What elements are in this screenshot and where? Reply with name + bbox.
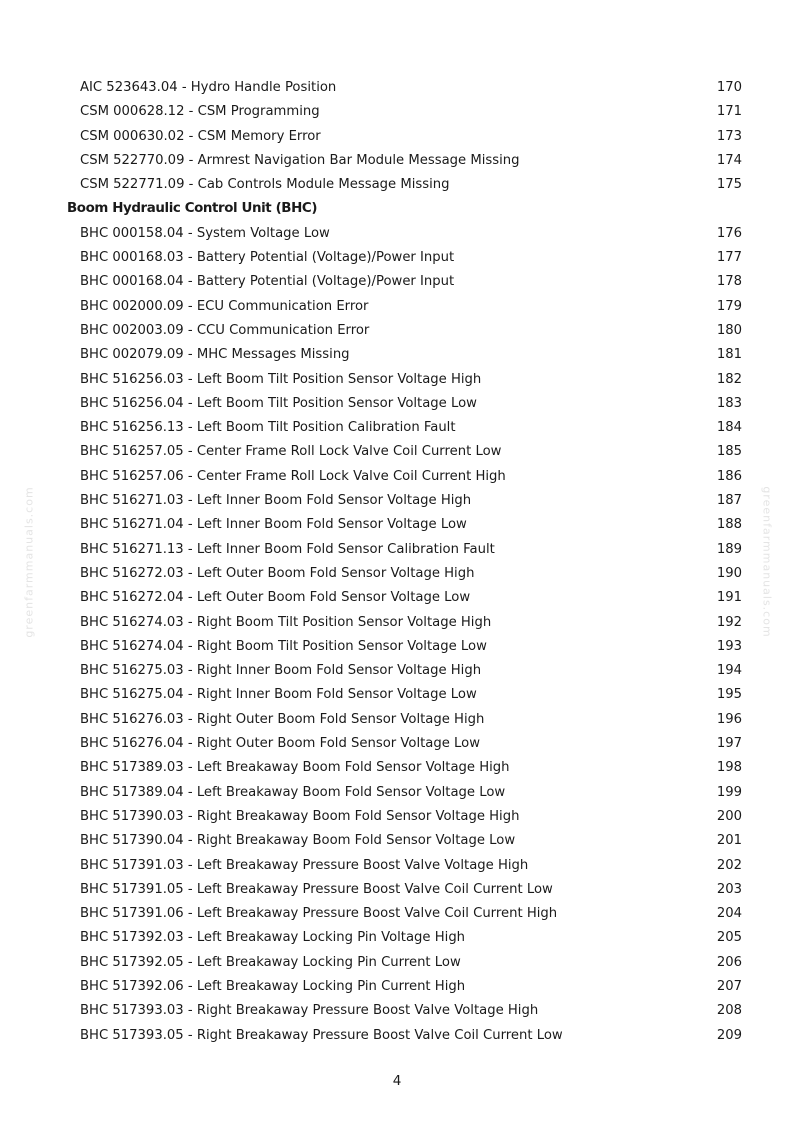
toc-entry-page: 204 <box>716 906 742 922</box>
toc-entry-title: BHC 516256.04 - Left Boom Tilt Position Sensor Voltage Low <box>80 395 477 411</box>
toc-entry[interactable] <box>0 635 794 659</box>
toc-entry-title: BHC 517389.03 - Left Breakaway Boom Fold Sensor Voltage High <box>80 760 510 776</box>
toc-entry-title: BHC 516275.04 - Right Inner Boom Fold Sensor Voltage Low <box>80 687 477 703</box>
toc-entry-page: 187 <box>716 493 742 509</box>
toc-entry-page: 181 <box>716 347 742 363</box>
toc-entry[interactable] <box>0 149 794 173</box>
toc-entry[interactable] <box>0 829 794 853</box>
toc-entry-page: 196 <box>716 711 742 727</box>
toc-entry-title: BHC 517391.05 - Left Breakaway Pressure Boost Valve Coil Current Low <box>80 881 553 897</box>
toc-entry[interactable] <box>0 368 794 392</box>
toc-entry[interactable] <box>0 246 794 270</box>
toc-entry-page: 208 <box>716 1003 742 1019</box>
toc-entry-title: BHC 516257.06 - Center Frame Roll Lock Valve Coil Current High <box>80 468 506 484</box>
toc-entry-page: 183 <box>716 395 742 411</box>
toc-entry[interactable] <box>0 465 794 489</box>
toc-entry-page: 179 <box>716 298 742 314</box>
toc-entry-page: 200 <box>716 808 742 824</box>
toc-entry-page: 175 <box>716 177 742 193</box>
toc-entry-page: 178 <box>716 274 742 290</box>
toc-entry-page: 177 <box>716 250 742 266</box>
toc-entry[interactable] <box>0 392 794 416</box>
toc-entry[interactable] <box>0 1024 794 1048</box>
toc-entry-title: BHC 516256.03 - Left Boom Tilt Position Sensor Voltage High <box>80 371 482 387</box>
toc-entry[interactable] <box>0 125 794 149</box>
toc-entry[interactable] <box>0 781 794 805</box>
toc-entry-title: CSM 522771.09 - Cab Controls Module Message Missing <box>80 177 450 193</box>
toc-entry-page: 185 <box>716 444 742 460</box>
watermark-right: greenfarmmanuals.com <box>760 486 774 638</box>
toc-entry-title: BHC 517391.06 - Left Breakaway Pressure Boost Valve Coil Current High <box>80 906 558 922</box>
toc-entry-title: BHC 516274.04 - Right Boom Tilt Position Sensor Voltage Low <box>80 638 487 654</box>
toc-entry[interactable] <box>0 756 794 780</box>
toc-entry-title: AIC 523643.04 - Hydro Handle Position <box>80 80 337 95</box>
toc-entry-title: CSM 522770.09 - Armrest Navigation Bar Module Message Missing <box>80 152 520 168</box>
toc-section-heading[interactable] <box>0 197 794 221</box>
toc-entry[interactable] <box>0 999 794 1023</box>
toc-entry-title: BHC 517391.03 - Left Breakaway Pressure Boost Valve Voltage High <box>80 857 529 873</box>
toc-entry[interactable] <box>0 854 794 878</box>
toc-entry-title: BHC 517393.05 - Right Breakaway Pressure Boost Valve Coil Current Low <box>80 1027 563 1043</box>
table-of-contents <box>0 76 794 1048</box>
toc-entry-title: BHC 000168.04 - Battery Potential (Voltage)/Power Input <box>80 274 455 290</box>
toc-entry[interactable] <box>0 586 794 610</box>
toc-entry[interactable] <box>0 76 794 100</box>
toc-entry-title: BHC 002079.09 - MHC Messages Missing <box>80 347 350 363</box>
toc-entry-title: CSM 000630.02 - CSM Memory Error <box>80 128 321 144</box>
toc-entry-title: BHC 517392.05 - Left Breakaway Locking Pin Current Low <box>80 954 461 970</box>
toc-entry[interactable] <box>0 173 794 197</box>
toc-entry-page: 202 <box>716 857 742 873</box>
toc-entry-title: CSM 000628.12 - CSM Programming <box>80 104 320 120</box>
toc-entry-page: 184 <box>716 420 742 436</box>
toc-entry-title: BHC 516271.04 - Left Inner Boom Fold Sensor Voltage Low <box>80 517 467 533</box>
toc-entry-title: BHC 517390.04 - Right Breakaway Boom Fold Sensor Voltage Low <box>80 833 516 849</box>
toc-entry-page: 209 <box>716 1027 742 1043</box>
toc-entry[interactable] <box>0 659 794 683</box>
toc-entry[interactable] <box>0 319 794 343</box>
toc-entry-title: BHC 516271.03 - Left Inner Boom Fold Sensor Voltage High <box>80 493 472 509</box>
toc-entry[interactable] <box>0 708 794 732</box>
toc-entry-page: 191 <box>716 590 742 606</box>
toc-entry-title: BHC 517389.04 - Left Breakaway Boom Fold Sensor Voltage Low <box>80 784 506 800</box>
toc-entry[interactable] <box>0 295 794 319</box>
page-number: 4 <box>392 1073 402 1089</box>
toc-entry[interactable] <box>0 732 794 756</box>
toc-entry[interactable] <box>0 562 794 586</box>
toc-entry-title: BHC 000168.03 - Battery Potential (Voltage)/Power Input <box>80 250 455 266</box>
toc-entry-page: 205 <box>716 930 742 946</box>
toc-entry-page: 174 <box>716 152 742 168</box>
toc-entry-title: BHC 516274.03 - Right Boom Tilt Position Sensor Voltage High <box>80 614 492 630</box>
toc-entry[interactable] <box>0 683 794 707</box>
toc-entry-title: BHC 516276.04 - Right Outer Boom Fold Sensor Voltage Low <box>80 736 481 752</box>
toc-entry-title: BHC 516272.04 - Left Outer Boom Fold Sensor Voltage Low <box>80 590 471 606</box>
toc-entry[interactable] <box>0 975 794 999</box>
toc-entry-title: BHC 516276.03 - Right Outer Boom Fold Sensor Voltage High <box>80 711 485 727</box>
toc-entry-page: 182 <box>716 371 742 387</box>
toc-entry-page: 173 <box>716 128 742 144</box>
toc-entry-page: 197 <box>716 736 742 752</box>
toc-entry-title: BHC 000158.04 - System Voltage Low <box>80 225 330 241</box>
toc-entry-title: BHC 516256.13 - Left Boom Tilt Position Calibration Fault <box>80 420 456 436</box>
section-title: Boom Hydraulic Control Unit (BHC) <box>67 201 318 217</box>
toc-entry-title: BHC 002000.09 - ECU Communication Error <box>80 298 369 314</box>
toc-entry[interactable] <box>0 416 794 440</box>
toc-entry-page: 206 <box>716 954 742 970</box>
toc-entry[interactable] <box>0 343 794 367</box>
toc-entry-page: 190 <box>716 565 742 581</box>
toc-entry-page: 180 <box>716 322 742 338</box>
toc-entry-page: 193 <box>716 638 742 654</box>
toc-entry-title: BHC 516271.13 - Left Inner Boom Fold Sensor Calibration Fault <box>80 541 495 557</box>
toc-entry-page: 203 <box>716 881 742 897</box>
toc-entry-title: BHC 517392.03 - Left Breakaway Locking Pin Voltage High <box>80 930 466 946</box>
toc-entry-title: BHC 516257.05 - Center Frame Roll Lock Valve Coil Current Low <box>80 444 502 460</box>
section-entry-list <box>0 222 794 1048</box>
toc-entry[interactable] <box>0 951 794 975</box>
toc-entry-title: BHC 517393.03 - Right Breakaway Pressure Boost Valve Voltage High <box>80 1003 539 1019</box>
toc-entry[interactable] <box>0 100 794 124</box>
toc-entry[interactable] <box>0 489 794 513</box>
toc-entry-page: 194 <box>716 663 742 679</box>
toc-entry-title: BHC 517392.06 - Left Breakaway Locking Pin Current High <box>80 978 466 994</box>
toc-entry-title: BHC 516272.03 - Left Outer Boom Fold Sensor Voltage High <box>80 565 475 581</box>
toc-entry[interactable] <box>0 270 794 294</box>
toc-entry[interactable] <box>0 440 794 464</box>
toc-entry[interactable] <box>0 222 794 246</box>
toc-entry-page: 199 <box>716 784 742 800</box>
toc-entry[interactable] <box>0 611 794 635</box>
watermark-left: greenfarmmanuals.com <box>22 486 36 638</box>
toc-entry-page: 195 <box>716 687 742 703</box>
toc-entry[interactable] <box>0 878 794 902</box>
toc-entry[interactable] <box>0 513 794 537</box>
toc-entry-page: 198 <box>716 760 742 776</box>
toc-entry-page: 171 <box>716 104 742 120</box>
toc-entry-page: 201 <box>716 833 742 849</box>
toc-entry-page: 188 <box>716 517 742 533</box>
toc-entry-title: BHC 002003.09 - CCU Communication Error <box>80 322 370 338</box>
toc-entry-title: BHC 517390.03 - Right Breakaway Boom Fold Sensor Voltage High <box>80 808 520 824</box>
toc-entry[interactable] <box>0 926 794 950</box>
toc-entry-page: 186 <box>716 468 742 484</box>
toc-entry-page: 189 <box>716 541 742 557</box>
toc-entry-page: 176 <box>716 225 742 241</box>
toc-entry-page: 192 <box>716 614 742 630</box>
toc-entry-page: 207 <box>716 978 742 994</box>
toc-entry[interactable] <box>0 805 794 829</box>
toc-entry-title: BHC 516275.03 - Right Inner Boom Fold Sensor Voltage High <box>80 663 482 679</box>
toc-entry[interactable] <box>0 538 794 562</box>
toc-entry-page: 170 <box>716 80 742 95</box>
toc-entry[interactable] <box>0 902 794 926</box>
